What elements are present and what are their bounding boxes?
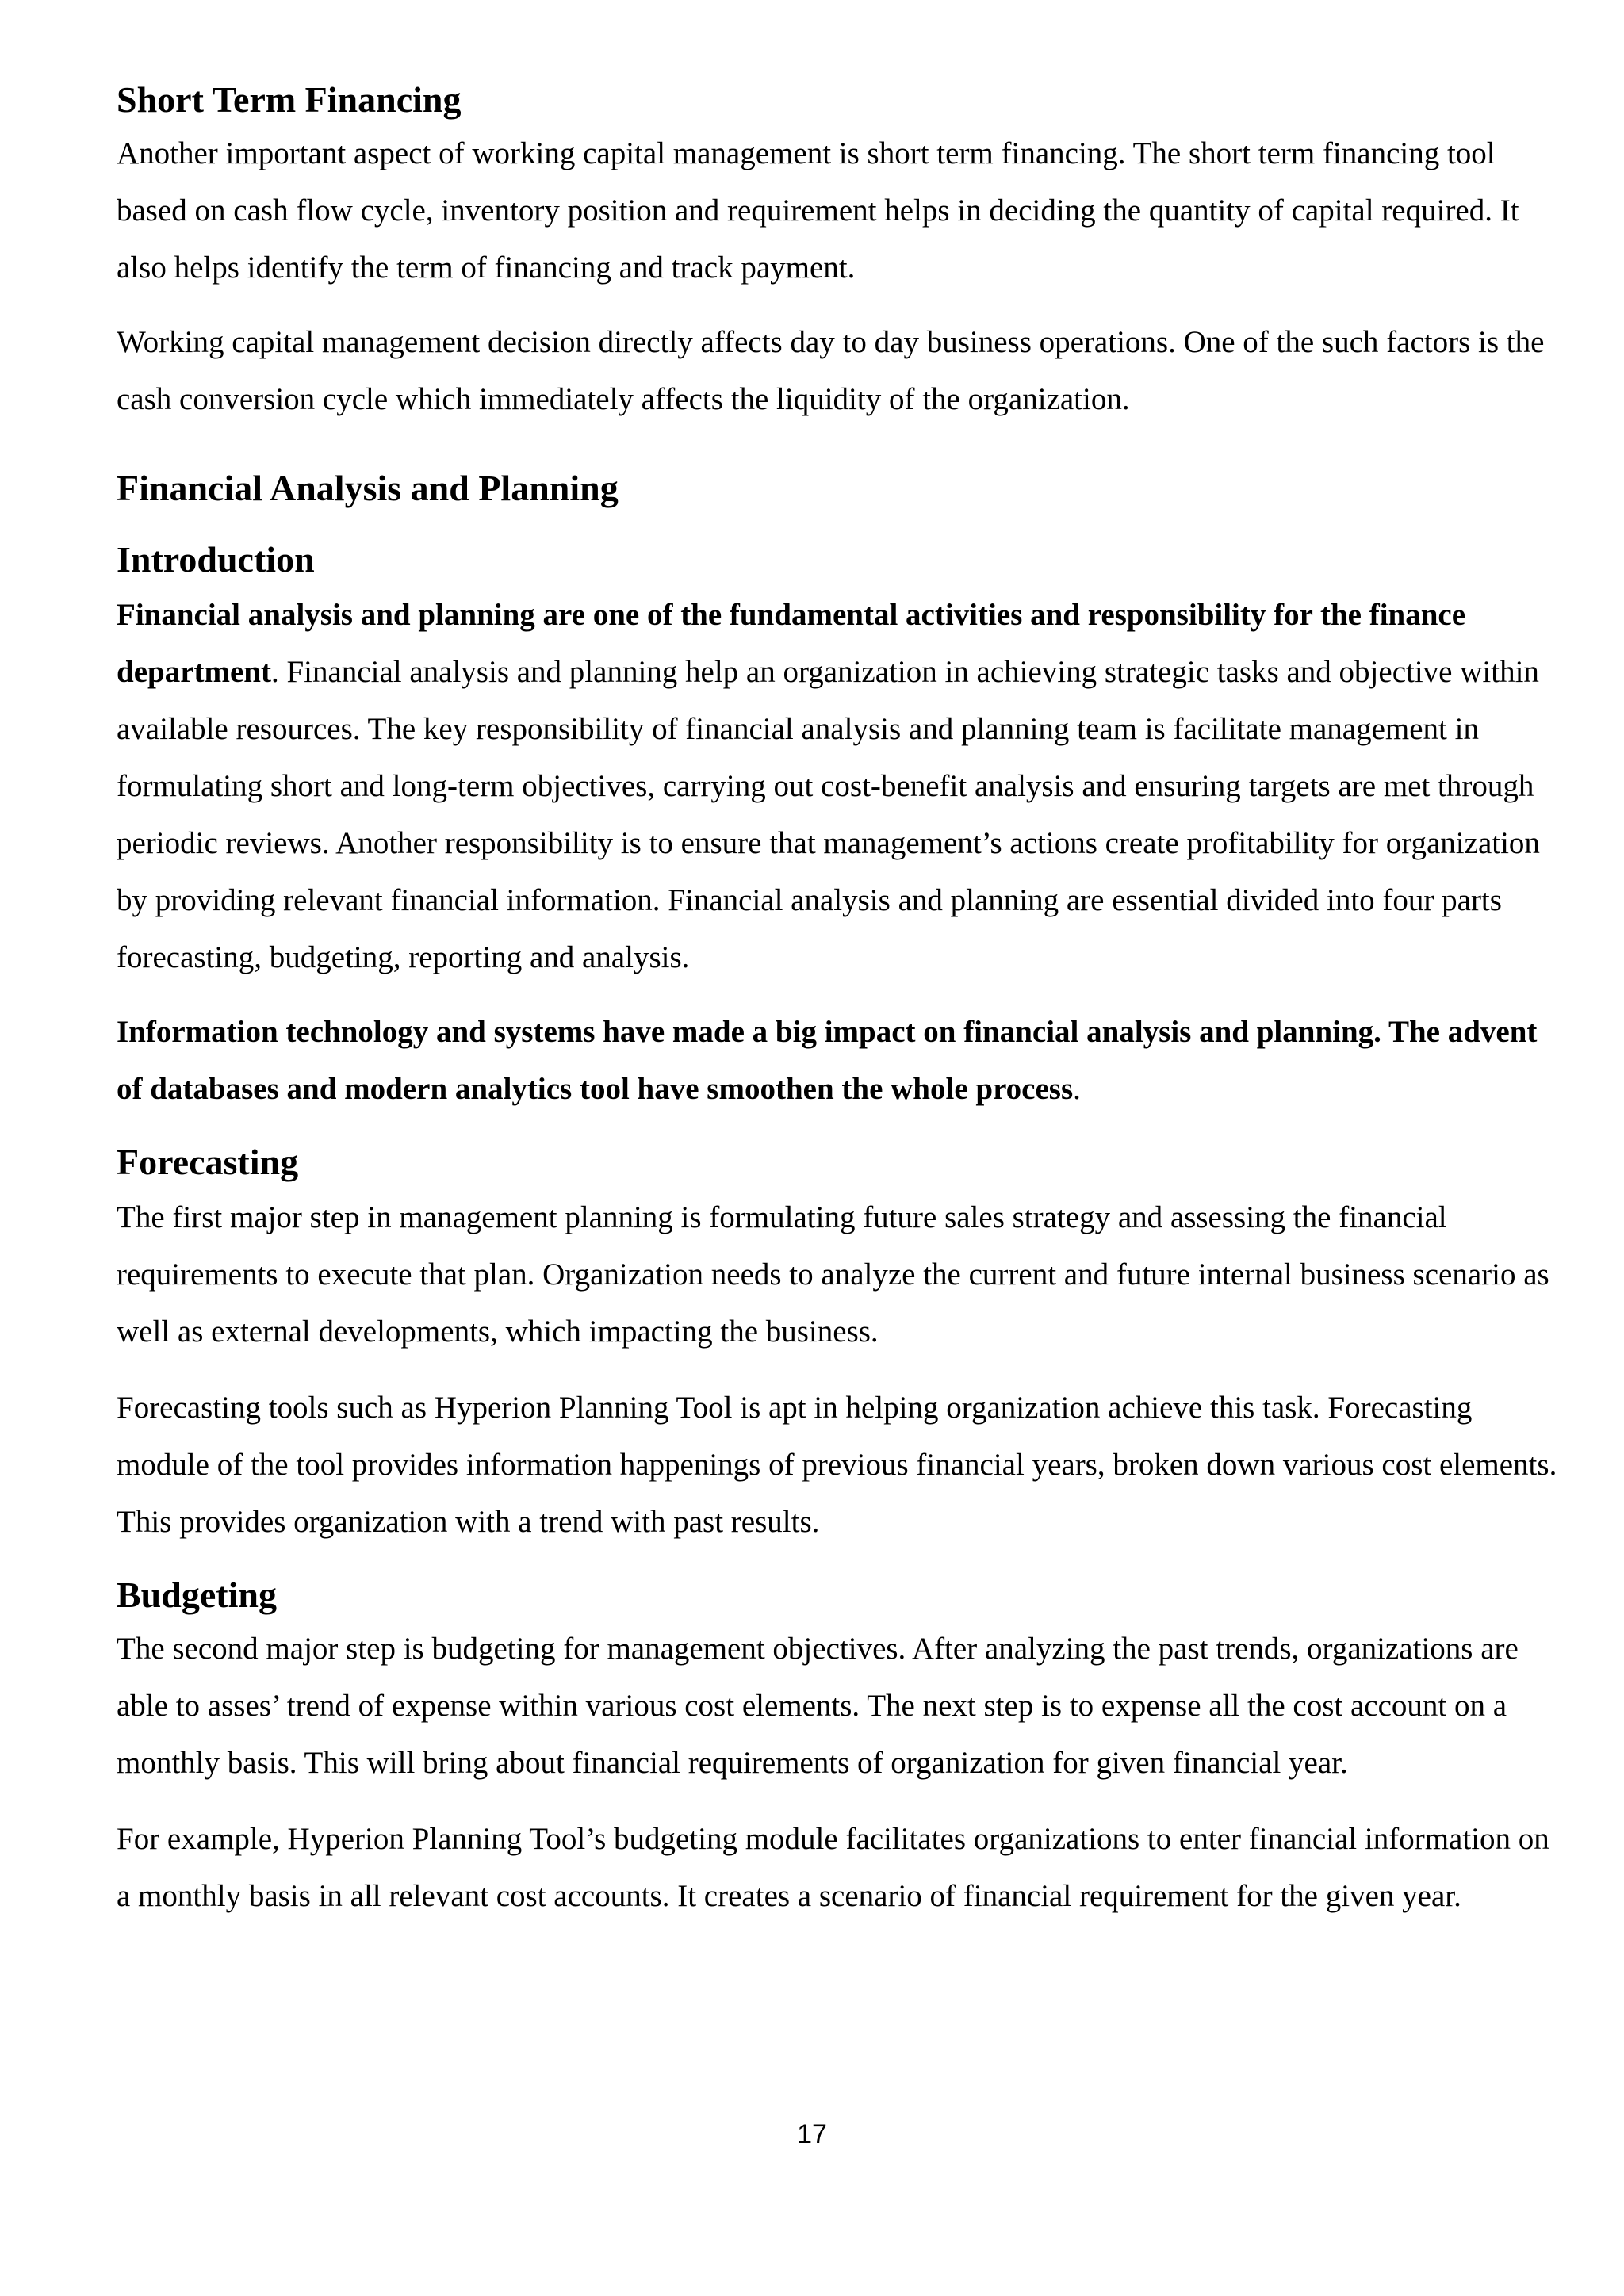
paragraph-introduction-2-rest: . <box>1073 1072 1081 1106</box>
document-page <box>117 76 1558 1925</box>
paragraph-budgeting-2: For example, Hyperion Planning Tool’s budgeting module facilitates organizations to enter financial information on a monthly basis in all relevant cost accounts. It creates a scenario of financial requirement for the given year. <box>117 1822 1549 1913</box>
paragraph-introduction-1-bold: Financial analysis and planning are one of the fundamental activities and responsibility for the finance department <box>117 598 1466 689</box>
paragraph-forecasting-1: The first major step in management planning is formulating future sales strategy and assessing the financial requirements to execute that plan. Organization needs to analyze the current and future internal business scenario as well as external developments, which impacting the business. <box>117 1200 1549 1349</box>
paragraph-forecasting-2: Forecasting tools such as Hyperion Planning Tool is apt in helping organization achieve this task. Forecasting module of the tool provides information happenings of previous financial years, broken down various cost elements. This provides organization with a trend with past results. <box>117 1391 1557 1539</box>
section-heading-short-term-financing: Short Term Financing <box>117 79 462 120</box>
paragraph-budgeting-1: The second major step is budgeting for management objectives. After analyzing the past trends, organizations are able to asses’ trend of expense within various cost elements. The next step is to expense all the cost account on a monthly basis. This will bring about financial requirements of organization for given financial year. <box>117 1632 1519 1780</box>
paragraph-introduction-2 <box>117 1004 1558 1118</box>
paragraph-introduction-2-bold: Information technology and systems have made a big impact on financial analysis and planning. The advent of databases and modern analytics tool have smoothen the whole process <box>117 1015 1538 1106</box>
section-heading-financial-analysis-and-planning: Financial Analysis and Planning <box>117 468 619 508</box>
section-heading-introduction: Introduction <box>117 539 315 580</box>
paragraph-short-term-financing-1: Another important aspect of working capital management is short term financing. The short term financing tool based on cash flow cycle, inventory position and requirement helps in deciding the quantity of capital required. It also helps identify the term of financing and track payment. <box>117 136 1519 285</box>
paragraph-short-term-financing-2: Working capital management decision directly affects day to day business operations. One of the such factors is the cash conversion cycle which immediately affects the liquidity of the organization. <box>117 325 1545 416</box>
page-number: 17 <box>797 2119 827 2149</box>
paragraph-introduction-1-rest: . Financial analysis and planning help an organization in achieving strategic tasks and objective within available resources. The key responsibility of financial analysis and planning team is facilitate management in formulating short and long-term objectives, carrying out cost-benefit analysis and ensuring targets are met through periodic reviews. Another responsibility is to ensure that management’s actions create profitability for organization by providing relevant financial information. Financial analysis and planning are essential divided into four parts forecasting, budgeting, reporting and analysis. <box>117 655 1540 974</box>
section-heading-budgeting: Budgeting <box>117 1575 277 1615</box>
paragraph-introduction-1 <box>117 587 1558 986</box>
section-heading-forecasting: Forecasting <box>117 1142 299 1182</box>
